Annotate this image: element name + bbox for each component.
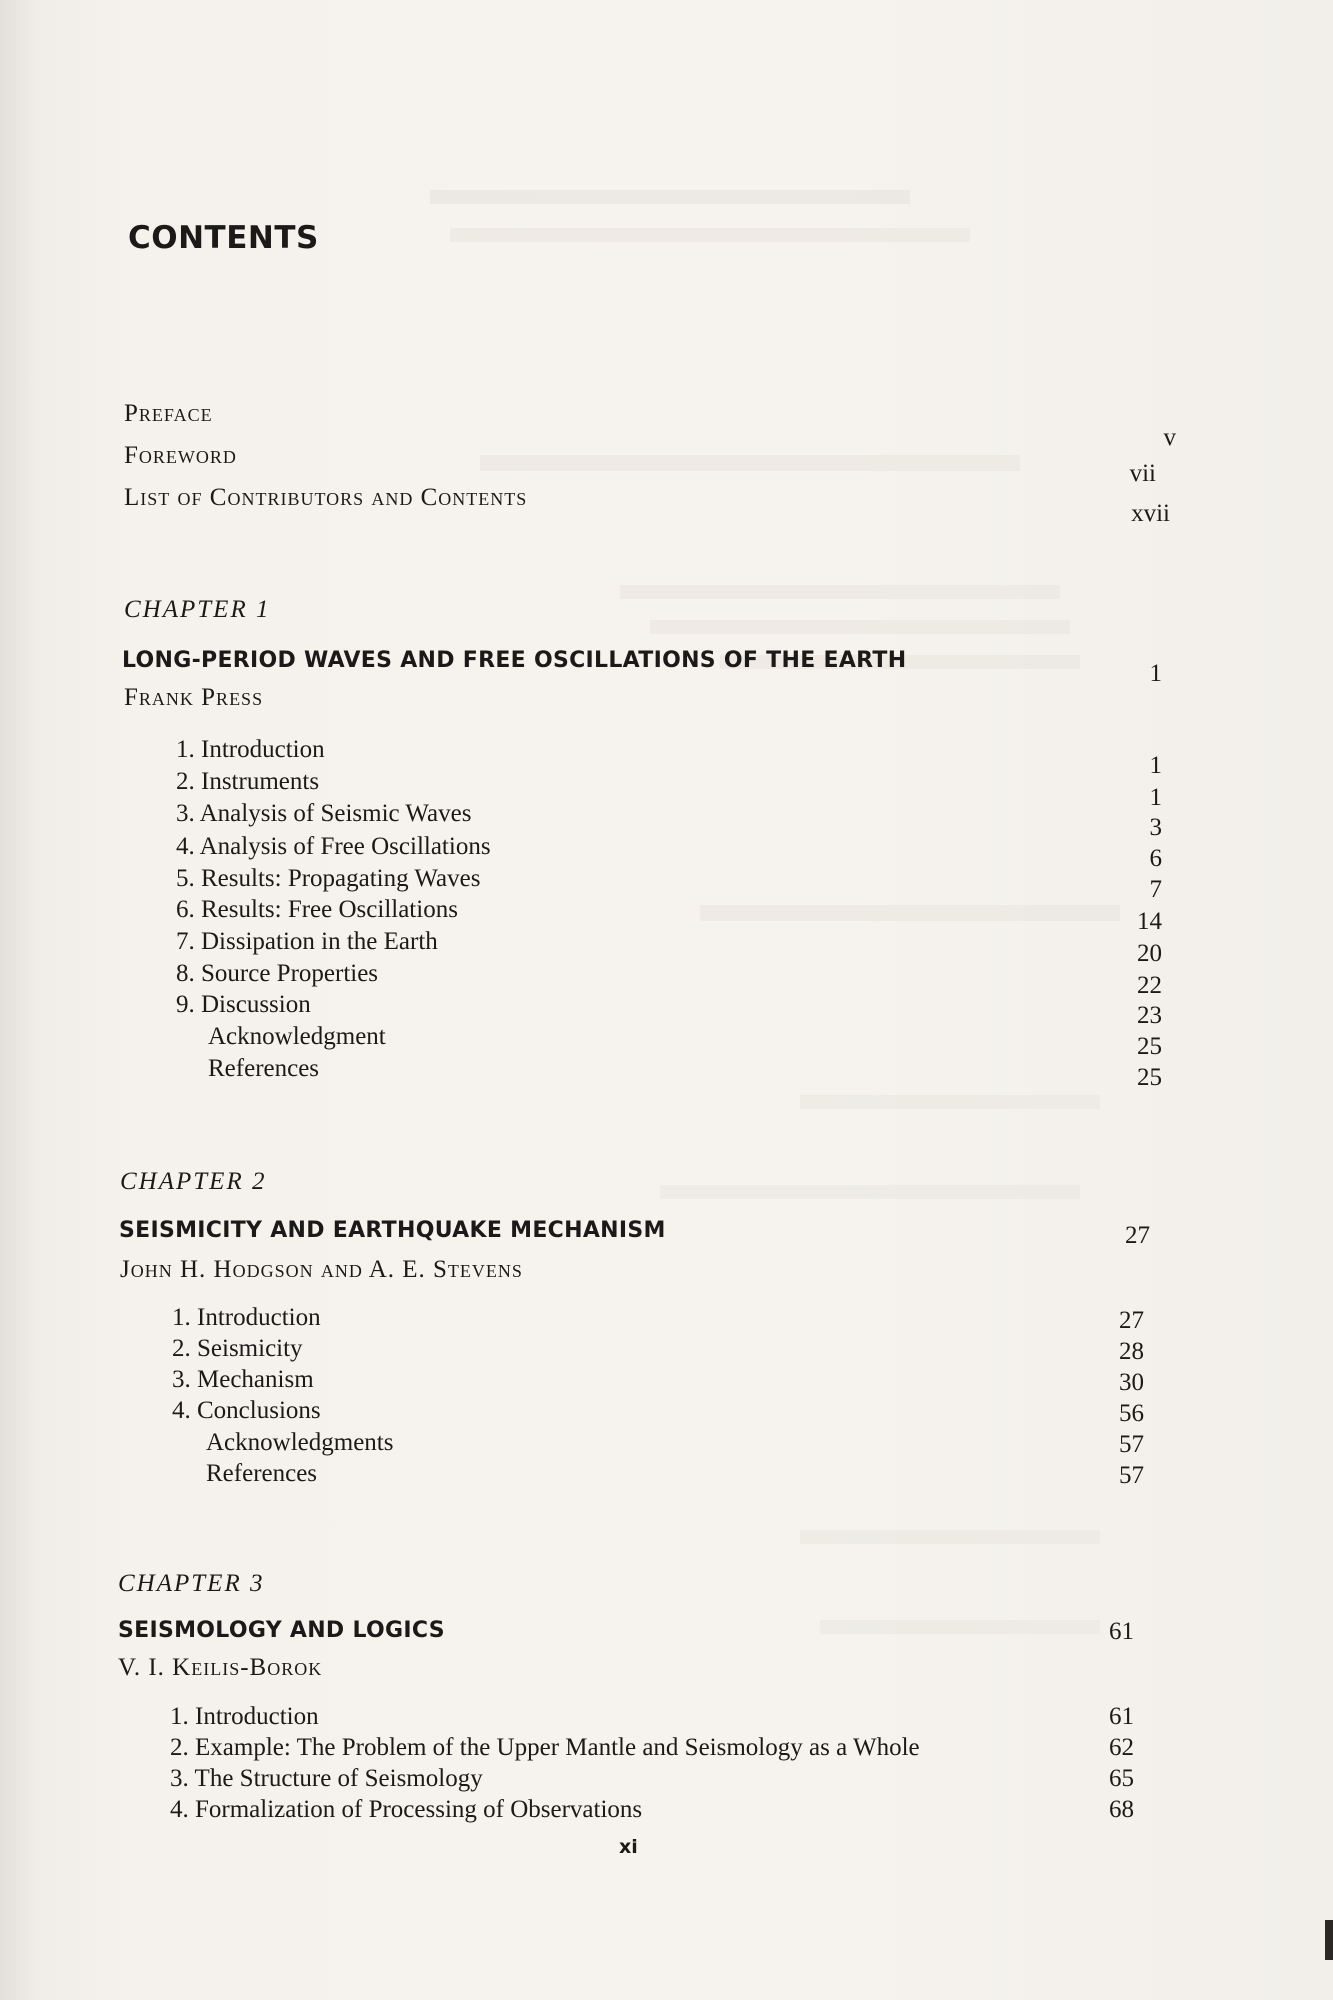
chapter-label: CHAPTER 2 (120, 1168, 267, 1195)
chapter-title: LONG-PERIOD WAVES AND FREE OSCILLATIONS OF THE EARTH (122, 648, 907, 673)
toc-section-page: 6 (1149, 845, 1162, 872)
toc-section: 3. Mechanism (172, 1366, 314, 1393)
toc-section: 2. Example: The Problem of the Upper Mantle and Seismology as a Whole (170, 1734, 920, 1761)
toc-section-page: 62 (1109, 1734, 1134, 1761)
toc-section: 7. Dissipation in the Earth (176, 928, 438, 955)
chapter-title-page: 1 (1149, 660, 1162, 687)
toc-section: 4. Conclusions (172, 1397, 321, 1424)
toc-section-page: 23 (1137, 1002, 1162, 1029)
toc-section-page: 28 (1119, 1338, 1144, 1365)
chapter-author: Frank Press (124, 684, 264, 711)
chapter-title: SEISMICITY AND EARTHQUAKE MECHANISM (119, 1218, 666, 1243)
toc-section-page: 7 (1149, 876, 1162, 903)
toc-section-page: 14 (1137, 908, 1162, 935)
toc-section-page: 57 (1119, 1431, 1144, 1458)
page-gutter-shadow (0, 0, 40, 2000)
page-edge-mark (1325, 1920, 1333, 1960)
toc-section-page: 65 (1109, 1765, 1134, 1792)
toc-section-page: 22 (1137, 972, 1162, 999)
toc-section: 2. Instruments (176, 768, 320, 795)
toc-section: 3. The Structure of Seismology (170, 1765, 483, 1792)
toc-section-page: 56 (1119, 1400, 1144, 1427)
toc-section-page: 61 (1109, 1703, 1134, 1730)
chapter-title-page: 61 (1109, 1618, 1134, 1645)
toc-section: 5. Results: Propagating Waves (176, 865, 481, 892)
toc-section-page: 68 (1109, 1796, 1134, 1823)
chapter-author: John H. Hodgson and A. E. Stevens (120, 1256, 523, 1283)
chapter-title: SEISMOLOGY AND LOGICS (118, 1618, 445, 1643)
toc-section: 3. Analysis of Seismic Waves (176, 800, 472, 827)
page-title: CONTENTS (128, 220, 319, 256)
toc-section-page: 27 (1119, 1307, 1144, 1334)
toc-entry-contributors: List of Contributors and Contents (124, 484, 528, 511)
toc-section-page: 30 (1119, 1369, 1144, 1396)
toc-section: 1. Introduction (172, 1304, 321, 1331)
toc-section-page: 1 (1149, 752, 1162, 779)
toc-section: 9. Discussion (176, 991, 311, 1018)
toc-page-contributors: xvii (1131, 500, 1170, 527)
chapter-author: V. I. Keilis-Borok (118, 1654, 323, 1681)
page-number: xi (619, 1836, 638, 1858)
toc-section: Acknowledgment (208, 1023, 386, 1050)
toc-section: 8. Source Properties (176, 960, 379, 987)
toc-section-page: 25 (1137, 1064, 1162, 1091)
chapter-label: CHAPTER 3 (118, 1570, 265, 1597)
toc-section-page: 25 (1137, 1033, 1162, 1060)
toc-section-page: 57 (1119, 1462, 1144, 1489)
toc-section: References (206, 1460, 318, 1487)
chapter-label: CHAPTER 1 (124, 596, 271, 623)
toc-page-foreword: vii (1129, 460, 1156, 487)
toc-section-page: 20 (1137, 940, 1162, 967)
toc-section-page: 3 (1149, 814, 1162, 841)
chapter-title-page: 27 (1125, 1222, 1150, 1249)
toc-section-page: 1 (1149, 784, 1162, 811)
toc-entry-foreword: Foreword (124, 442, 237, 469)
toc-section: 4. Analysis of Free Oscillations (176, 833, 491, 860)
toc-section: 2. Seismicity (172, 1335, 303, 1362)
toc-section: References (208, 1055, 320, 1082)
toc-page-preface: v (1163, 424, 1176, 451)
toc-section: 1. Introduction (176, 736, 325, 763)
toc-section: 6. Results: Free Oscillations (176, 896, 458, 923)
toc-entry-preface: Preface (124, 400, 213, 427)
toc-section: 1. Introduction (170, 1703, 319, 1730)
toc-section: 4. Formalization of Processing of Observations (170, 1796, 643, 1823)
toc-section: Acknowledgments (206, 1429, 394, 1456)
